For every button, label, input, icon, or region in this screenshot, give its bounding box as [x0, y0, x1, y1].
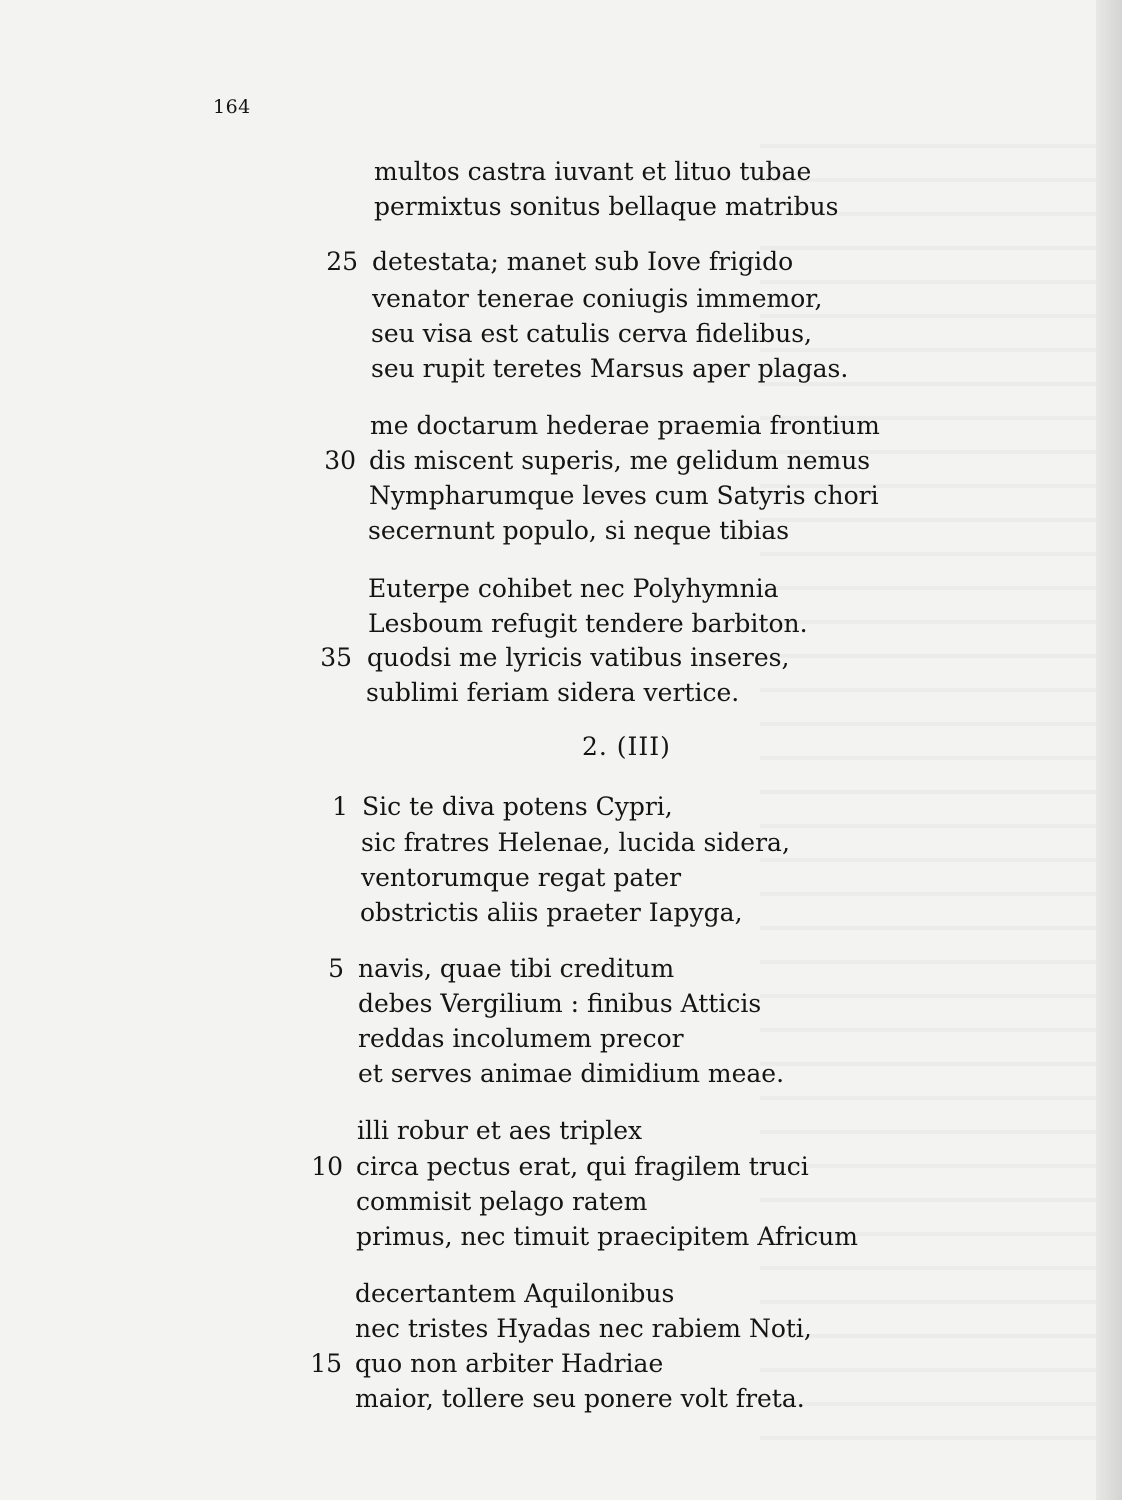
line-number: 10 [311, 1152, 343, 1181]
poem-line: obstrictis aliis praeter Iapyga, [360, 898, 743, 927]
line-number: 30 [324, 446, 356, 475]
line-number: 15 [310, 1349, 342, 1378]
poem-line: debes Vergilium : finibus Atticis [358, 989, 762, 1018]
poem-line: venator tenerae coniugis immemor, [372, 284, 823, 313]
poem-line: Euterpe cohibet nec Polyhymnia [368, 574, 779, 603]
poem-line: seu visa est catulis cerva fidelibus, [371, 319, 812, 348]
poem-line: circa pectus erat, qui fragilem truci [356, 1152, 809, 1181]
poem-line: primus, nec timuit praecipitem Africum [356, 1222, 858, 1251]
poem-line: permixtus sonitus bellaque matribus [374, 192, 839, 221]
poem-line: et serves animae dimidium meae. [358, 1059, 785, 1088]
poem-line: me doctarum hederae praemia frontium [370, 411, 880, 440]
poem-line: decertantem Aquilonibus [355, 1279, 675, 1308]
poem-line: Nympharumque leves cum Satyris chori [369, 481, 879, 510]
ode-heading: 2. (III) [582, 732, 671, 761]
poem-line: ventorumque regat pater [361, 863, 682, 892]
poem-line: secernunt populo, si neque tibias [368, 516, 790, 545]
poem-line: navis, quae tibi creditum [358, 954, 675, 983]
line-number: 5 [328, 954, 344, 983]
line-number: 25 [326, 247, 358, 276]
page-number: 164 [213, 96, 251, 118]
poem-line: illi robur et aes triplex [357, 1116, 643, 1145]
poem-line: multos castra iuvant et lituo tubae [374, 157, 812, 186]
line-number: 1 [332, 792, 348, 821]
poem-line: maior, tollere seu ponere volt freta. [355, 1384, 805, 1413]
poem-line: seu rupit teretes Marsus aper plagas. [371, 354, 849, 383]
poem-line: commisit pelago ratem [356, 1187, 648, 1216]
page-edge-shadow [1096, 0, 1122, 1500]
poem-line: detestata; manet sub Iove frigido [372, 247, 794, 276]
poem-line: quo non arbiter Hadriae [355, 1349, 664, 1378]
poem-line: Sic te diva potens Cypri, [362, 792, 673, 821]
line-number: 35 [320, 643, 352, 672]
poem-line: Lesboum refugit tendere barbiton. [368, 609, 808, 638]
poem-line: quodsi me lyricis vatibus inseres, [367, 643, 790, 672]
poem-line: reddas incolumem precor [358, 1024, 684, 1053]
poem-line: sic fratres Helenae, lucida sidera, [361, 828, 790, 857]
poem-line: nec tristes Hyadas nec rabiem Noti, [355, 1314, 812, 1343]
poem-line: sublimi feriam sidera vertice. [366, 678, 740, 707]
poem-line: dis miscent superis, me gelidum nemus [369, 446, 871, 475]
